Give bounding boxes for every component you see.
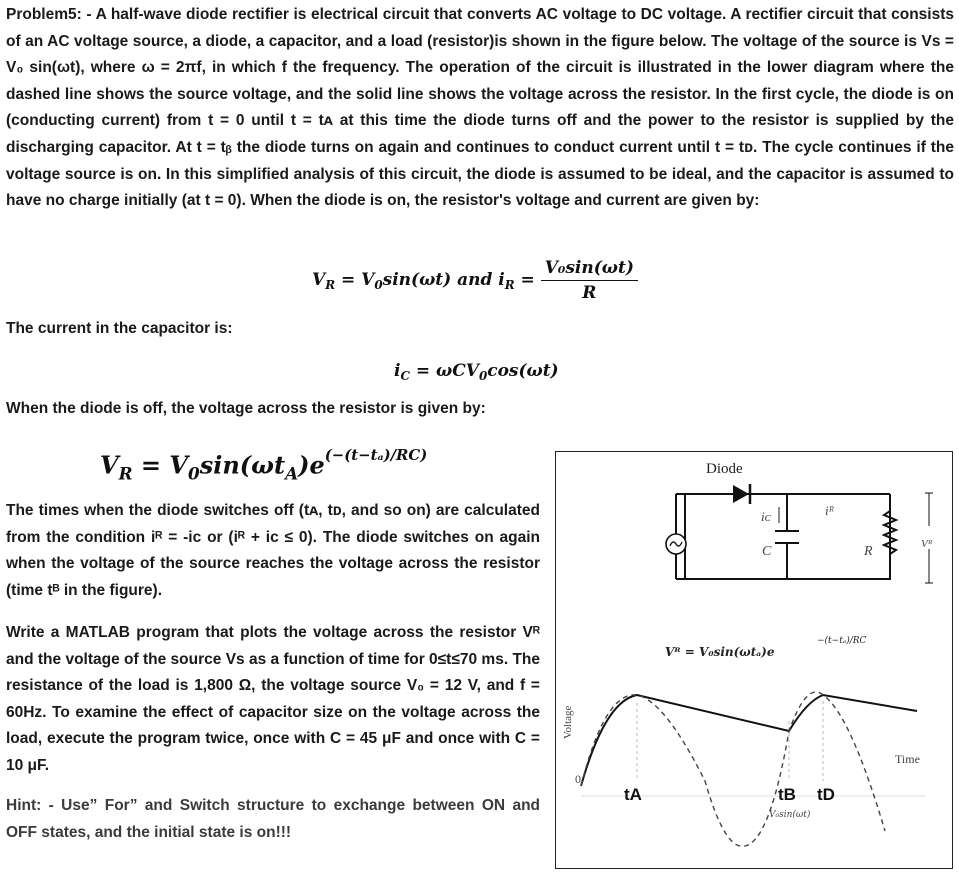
tb-label: tB <box>778 785 796 804</box>
time-axis-label: Time <box>895 752 920 766</box>
vr-label: Vᴿ <box>921 538 933 550</box>
diode-symbol <box>733 484 750 504</box>
switching-times-paragraph: The times when the diode switches off (tᴀ, tᴅ, and so on) are calculated from the condition iᴿ = -iᴄ or (iᴿ + iᴄ ≤ 0). The diode switches on again when the voltage of the source reaches the voltage across the resistor (time tᴮ in the figure). <box>6 502 540 599</box>
equation-resistor-off: $V_R = V_0\sin(\omega t_A)e^{(-(t-t_a)/RC)}$ <box>100 446 428 484</box>
task-paragraph: Write a MATLAB program that plots the voltage across the resistor Vᴿ and the voltage of the source Vs as a function of time for 0≤t≤70 ms. The resistance of the load is 1,800 Ω, the voltage source V₀ = 12 V, and f = 60Hz. To examine the effect of capacitor size on the voltage across the load, execute the program twice, once with C = 45 μF and once with C = 10 μF. <box>6 624 540 774</box>
waveform-plot <box>581 692 925 846</box>
ir-label: iᴿ <box>825 503 835 518</box>
resistor-symbol <box>884 511 896 554</box>
equation-capacitor-current: $i_C = \omega CV_0\cos(\omega t)$ <box>394 361 559 384</box>
source-voltage-curve <box>581 692 885 846</box>
capacitor-current-label: The current in the capacitor is: <box>6 320 233 337</box>
voltage-axis-label: Voltage <box>562 705 574 739</box>
source-curve-label: V₀sin(ωt) <box>769 810 811 820</box>
rectifier-figure <box>555 451 953 869</box>
origin-label: 0 <box>575 772 581 786</box>
fraction: $\frac{\text{V₀sin(ωt)}}{R}$ <box>541 258 638 303</box>
problem-intro: Problem5: - A half-wave diode rectifier is electrical circuit that converts AC voltage to DC voltage. A rectifier circuit that consists of an AC voltage source, a diode, a capacitor, and a load (resistor)is shown in the figure below. The voltage of the source is Vs = V₀ sin(ωt), where ω = 2πf, in which f the frequency. The operation of the circuit is illustrated in the lower diagram where the dashed line shows the source voltage, and the solid line shows the voltage across the resistor. In the first cycle, the diode is on (conducting current) from t = 0 until t = tᴀ at this time the diode turns off and the power to the resistor is supplied by the discharging capacitor. At t = tᵦ the diode turns on again and continues to conduct current until t = tᴅ. The cycle continues if the voltage source is on. In this simplified analysis of this circuit, the diode is assumed to be ideal, and the capacitor is assumed to have no charge initially (at t = 0). When the diode is on, the resistor's voltage and current are given by: <box>6 6 954 210</box>
resistor-label: R <box>864 544 873 559</box>
capacitor-label: C <box>762 544 772 559</box>
diode-off-label: When the diode is off, the voltage across the resistor is given by: <box>6 400 486 417</box>
td-label: tD <box>817 785 835 804</box>
ic-label: iᴄ <box>761 509 771 524</box>
diode-label: Diode <box>706 461 743 477</box>
figure-formula: Vᴿ = V₀sin(ωtₐ)e <box>665 645 775 659</box>
equation-resistor-on: $V_R = V_0\sin(\omega t)$ and $i_R$ = $\frac{\text{V₀sin(ωt)}}{R}$ <box>312 258 638 303</box>
circuit-diagram <box>685 493 933 583</box>
ta-label: tA <box>624 785 642 804</box>
figure-formula-exponent: −(t−tₐ)/RC <box>817 636 867 646</box>
hint-paragraph: Hint: - Use” For” and Switch structure to exchange between ON and OFF states, and the initial state is on!!! <box>6 797 540 841</box>
